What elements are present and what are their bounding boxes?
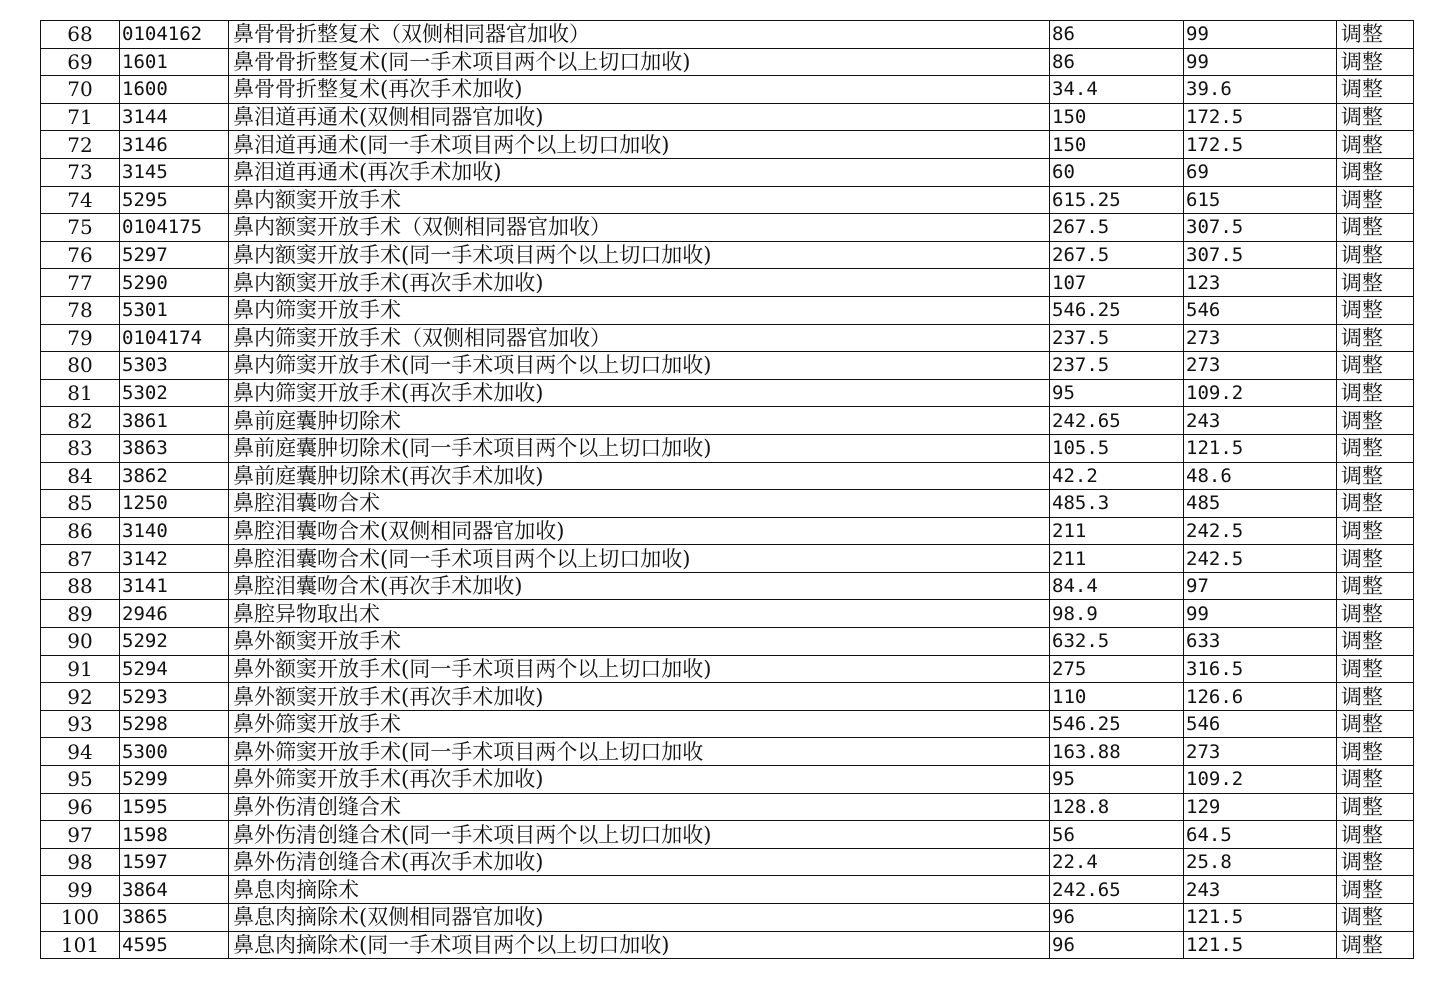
new-price-cell: 242.5 xyxy=(1184,517,1337,545)
item-code-cell: 3861 xyxy=(120,407,229,435)
new-price-cell: 99 xyxy=(1184,21,1337,49)
new-price-cell: 242.5 xyxy=(1184,545,1337,573)
table-row xyxy=(41,848,1414,876)
row-number-cell: 88 xyxy=(41,572,120,600)
item-code-cell: 1601 xyxy=(120,48,229,76)
new-price-cell: 546 xyxy=(1184,710,1337,738)
new-price-cell: 316.5 xyxy=(1184,655,1337,683)
adjustment-note-cell: 调整 xyxy=(1337,655,1414,683)
item-name-cell: 鼻外额窦开放手术 xyxy=(229,628,1050,656)
item-code-cell: 3864 xyxy=(120,876,229,904)
row-number-cell: 98 xyxy=(41,848,120,876)
original-price-cell: 96 xyxy=(1050,931,1184,959)
original-price-cell: 105.5 xyxy=(1050,434,1184,462)
item-name-cell: 鼻内额窦开放手术 xyxy=(229,186,1050,214)
item-name-cell: 鼻外筛窦开放手术 xyxy=(229,710,1050,738)
adjustment-note-cell: 调整 xyxy=(1337,76,1414,104)
row-number-cell: 78 xyxy=(41,296,120,324)
table-row xyxy=(41,434,1414,462)
row-number-cell: 89 xyxy=(41,600,120,628)
table-row xyxy=(41,490,1414,518)
item-code-cell: 3862 xyxy=(120,462,229,490)
item-code-cell: 5302 xyxy=(120,379,229,407)
item-code-cell: 3863 xyxy=(120,434,229,462)
adjustment-note-cell: 调整 xyxy=(1337,407,1414,435)
table-row xyxy=(41,352,1414,380)
adjustment-note-cell: 调整 xyxy=(1337,545,1414,573)
new-price-cell: 273 xyxy=(1184,324,1337,352)
table-row xyxy=(41,407,1414,435)
row-number-cell: 90 xyxy=(41,628,120,656)
item-code-cell: 5303 xyxy=(120,352,229,380)
adjustment-note-cell: 调整 xyxy=(1337,296,1414,324)
row-number-cell: 68 xyxy=(41,21,120,49)
new-price-cell: 69 xyxy=(1184,158,1337,186)
item-name-cell: 鼻泪道再通术(双侧相同器官加收) xyxy=(229,103,1050,131)
item-code-cell: 3865 xyxy=(120,904,229,932)
item-code-cell: 5290 xyxy=(120,269,229,297)
item-code-cell: 5293 xyxy=(120,683,229,711)
original-price-cell: 150 xyxy=(1050,131,1184,159)
original-price-cell: 237.5 xyxy=(1050,352,1184,380)
original-price-cell: 56 xyxy=(1050,821,1184,849)
item-code-cell: 3142 xyxy=(120,545,229,573)
item-code-cell: 3146 xyxy=(120,131,229,159)
new-price-cell: 273 xyxy=(1184,352,1337,380)
new-price-cell: 615 xyxy=(1184,186,1337,214)
adjustment-note-cell: 调整 xyxy=(1337,848,1414,876)
original-price-cell: 98.9 xyxy=(1050,600,1184,628)
new-price-cell: 172.5 xyxy=(1184,131,1337,159)
item-name-cell: 鼻腔泪囊吻合术 xyxy=(229,490,1050,518)
item-name-cell: 鼻外伤清创缝合术 xyxy=(229,793,1050,821)
original-price-cell: 42.2 xyxy=(1050,462,1184,490)
table-row xyxy=(41,76,1414,104)
original-price-cell: 615.25 xyxy=(1050,186,1184,214)
row-number-cell: 84 xyxy=(41,462,120,490)
item-name-cell: 鼻腔泪囊吻合术(双侧相同器官加收) xyxy=(229,517,1050,545)
adjustment-note-cell: 调整 xyxy=(1337,269,1414,297)
table-row xyxy=(41,324,1414,352)
new-price-cell: 97 xyxy=(1184,572,1337,600)
table-row xyxy=(41,214,1414,242)
original-price-cell: 275 xyxy=(1050,655,1184,683)
original-price-cell: 546.25 xyxy=(1050,296,1184,324)
adjustment-note-cell: 调整 xyxy=(1337,434,1414,462)
item-name-cell: 鼻息肉摘除术 xyxy=(229,876,1050,904)
item-code-cell: 3144 xyxy=(120,103,229,131)
item-name-cell: 鼻泪道再通术(再次手术加收) xyxy=(229,158,1050,186)
item-code-cell: 5295 xyxy=(120,186,229,214)
adjustment-note-cell: 调整 xyxy=(1337,572,1414,600)
table-row xyxy=(41,462,1414,490)
row-number-cell: 76 xyxy=(41,241,120,269)
original-price-cell: 86 xyxy=(1050,21,1184,49)
item-code-cell: 0104175 xyxy=(120,214,229,242)
adjustment-note-cell: 调整 xyxy=(1337,710,1414,738)
item-name-cell: 鼻骨骨折整复术（双侧相同器官加收） xyxy=(229,21,1050,49)
new-price-cell: 123 xyxy=(1184,269,1337,297)
new-price-cell: 121.5 xyxy=(1184,904,1337,932)
item-name-cell: 鼻内筛窦开放手术(同一手术项目两个以上切口加收) xyxy=(229,352,1050,380)
item-name-cell: 鼻腔泪囊吻合术(同一手术项目两个以上切口加收) xyxy=(229,545,1050,573)
original-price-cell: 22.4 xyxy=(1050,848,1184,876)
table-body xyxy=(41,21,1414,959)
adjustment-note-cell: 调整 xyxy=(1337,131,1414,159)
new-price-cell: 109.2 xyxy=(1184,379,1337,407)
new-price-cell: 129 xyxy=(1184,793,1337,821)
table-row xyxy=(41,904,1414,932)
item-name-cell: 鼻前庭囊肿切除术(再次手术加收) xyxy=(229,462,1050,490)
row-number-cell: 79 xyxy=(41,324,120,352)
table-row xyxy=(41,296,1414,324)
row-number-cell: 74 xyxy=(41,186,120,214)
adjustment-note-cell: 调整 xyxy=(1337,821,1414,849)
item-name-cell: 鼻外额窦开放手术(再次手术加收) xyxy=(229,683,1050,711)
adjustment-note-cell: 调整 xyxy=(1337,517,1414,545)
original-price-cell: 84.4 xyxy=(1050,572,1184,600)
row-number-cell: 73 xyxy=(41,158,120,186)
item-name-cell: 鼻前庭囊肿切除术(同一手术项目两个以上切口加收) xyxy=(229,434,1050,462)
new-price-cell: 39.6 xyxy=(1184,76,1337,104)
original-price-cell: 237.5 xyxy=(1050,324,1184,352)
new-price-cell: 307.5 xyxy=(1184,241,1337,269)
original-price-cell: 95 xyxy=(1050,379,1184,407)
row-number-cell: 92 xyxy=(41,683,120,711)
table-row xyxy=(41,21,1414,49)
original-price-cell: 150 xyxy=(1050,103,1184,131)
table-row xyxy=(41,572,1414,600)
row-number-cell: 75 xyxy=(41,214,120,242)
row-number-cell: 91 xyxy=(41,655,120,683)
adjustment-note-cell: 调整 xyxy=(1337,158,1414,186)
row-number-cell: 85 xyxy=(41,490,120,518)
row-number-cell: 94 xyxy=(41,738,120,766)
table-row xyxy=(41,241,1414,269)
row-number-cell: 97 xyxy=(41,821,120,849)
adjustment-note-cell: 调整 xyxy=(1337,628,1414,656)
row-number-cell: 93 xyxy=(41,710,120,738)
new-price-cell: 99 xyxy=(1184,48,1337,76)
original-price-cell: 242.65 xyxy=(1050,407,1184,435)
original-price-cell: 242.65 xyxy=(1050,876,1184,904)
adjustment-note-cell: 调整 xyxy=(1337,103,1414,131)
adjustment-note-cell: 调整 xyxy=(1337,904,1414,932)
new-price-cell: 109.2 xyxy=(1184,766,1337,794)
item-code-cell: 1250 xyxy=(120,490,229,518)
item-code-cell: 5299 xyxy=(120,766,229,794)
adjustment-note-cell: 调整 xyxy=(1337,21,1414,49)
item-name-cell: 鼻腔泪囊吻合术(再次手术加收) xyxy=(229,572,1050,600)
item-name-cell: 鼻前庭囊肿切除术 xyxy=(229,407,1050,435)
item-code-cell: 5301 xyxy=(120,296,229,324)
item-name-cell: 鼻内额窦开放手术(同一手术项目两个以上切口加收) xyxy=(229,241,1050,269)
item-name-cell: 鼻内筛窦开放手术 xyxy=(229,296,1050,324)
adjustment-note-cell: 调整 xyxy=(1337,793,1414,821)
item-name-cell: 鼻外伤清创缝合术(再次手术加收) xyxy=(229,848,1050,876)
adjustment-note-cell: 调整 xyxy=(1337,48,1414,76)
row-number-cell: 80 xyxy=(41,352,120,380)
new-price-cell: 121.5 xyxy=(1184,434,1337,462)
item-code-cell: 2946 xyxy=(120,600,229,628)
adjustment-note-cell: 调整 xyxy=(1337,683,1414,711)
adjustment-note-cell: 调整 xyxy=(1337,462,1414,490)
original-price-cell: 485.3 xyxy=(1050,490,1184,518)
adjustment-note-cell: 调整 xyxy=(1337,241,1414,269)
new-price-cell: 64.5 xyxy=(1184,821,1337,849)
original-price-cell: 107 xyxy=(1050,269,1184,297)
row-number-cell: 100 xyxy=(41,904,120,932)
table-row xyxy=(41,738,1414,766)
table-row xyxy=(41,628,1414,656)
table-row xyxy=(41,269,1414,297)
new-price-cell: 126.6 xyxy=(1184,683,1337,711)
item-name-cell: 鼻外筛窦开放手术(再次手术加收) xyxy=(229,766,1050,794)
adjustment-note-cell: 调整 xyxy=(1337,379,1414,407)
row-number-cell: 70 xyxy=(41,76,120,104)
item-name-cell: 鼻骨骨折整复术(同一手术项目两个以上切口加收) xyxy=(229,48,1050,76)
row-number-cell: 72 xyxy=(41,131,120,159)
item-name-cell: 鼻内额窦开放手术(再次手术加收) xyxy=(229,269,1050,297)
table-row xyxy=(41,186,1414,214)
item-name-cell: 鼻泪道再通术(同一手术项目两个以上切口加收) xyxy=(229,131,1050,159)
original-price-cell: 632.5 xyxy=(1050,628,1184,656)
table-row xyxy=(41,131,1414,159)
item-name-cell: 鼻外额窦开放手术(同一手术项目两个以上切口加收) xyxy=(229,655,1050,683)
table-row xyxy=(41,793,1414,821)
table-row xyxy=(41,683,1414,711)
original-price-cell: 86 xyxy=(1050,48,1184,76)
item-code-cell: 1595 xyxy=(120,793,229,821)
adjustment-note-cell: 调整 xyxy=(1337,214,1414,242)
adjustment-note-cell: 调整 xyxy=(1337,876,1414,904)
adjustment-note-cell: 调整 xyxy=(1337,352,1414,380)
adjustment-note-cell: 调整 xyxy=(1337,931,1414,959)
row-number-cell: 99 xyxy=(41,876,120,904)
new-price-cell: 121.5 xyxy=(1184,931,1337,959)
new-price-cell: 99 xyxy=(1184,600,1337,628)
table-row xyxy=(41,517,1414,545)
row-number-cell: 77 xyxy=(41,269,120,297)
table-row xyxy=(41,600,1414,628)
table-row xyxy=(41,545,1414,573)
original-price-cell: 95 xyxy=(1050,766,1184,794)
row-number-cell: 71 xyxy=(41,103,120,131)
new-price-cell: 307.5 xyxy=(1184,214,1337,242)
item-name-cell: 鼻内筛窦开放手术（双侧相同器官加收） xyxy=(229,324,1050,352)
adjustment-note-cell: 调整 xyxy=(1337,600,1414,628)
item-code-cell: 0104174 xyxy=(120,324,229,352)
item-code-cell: 1597 xyxy=(120,848,229,876)
item-name-cell: 鼻骨骨折整复术(再次手术加收) xyxy=(229,76,1050,104)
adjustment-note-cell: 调整 xyxy=(1337,324,1414,352)
table-row xyxy=(41,876,1414,904)
table-row xyxy=(41,821,1414,849)
original-price-cell: 96 xyxy=(1050,904,1184,932)
item-code-cell: 1598 xyxy=(120,821,229,849)
original-price-cell: 60 xyxy=(1050,158,1184,186)
row-number-cell: 87 xyxy=(41,545,120,573)
table-row xyxy=(41,103,1414,131)
item-code-cell: 5297 xyxy=(120,241,229,269)
new-price-cell: 546 xyxy=(1184,296,1337,324)
new-price-cell: 273 xyxy=(1184,738,1337,766)
row-number-cell: 82 xyxy=(41,407,120,435)
item-code-cell: 4595 xyxy=(120,931,229,959)
item-code-cell: 1600 xyxy=(120,76,229,104)
item-code-cell: 3145 xyxy=(120,158,229,186)
item-name-cell: 鼻内筛窦开放手术(再次手术加收) xyxy=(229,379,1050,407)
new-price-cell: 172.5 xyxy=(1184,103,1337,131)
item-name-cell: 鼻息肉摘除术(同一手术项目两个以上切口加收) xyxy=(229,931,1050,959)
item-code-cell: 5292 xyxy=(120,628,229,656)
adjustment-note-cell: 调整 xyxy=(1337,766,1414,794)
adjustment-note-cell: 调整 xyxy=(1337,738,1414,766)
item-code-cell: 3140 xyxy=(120,517,229,545)
table-row xyxy=(41,158,1414,186)
item-name-cell: 鼻息肉摘除术(双侧相同器官加收) xyxy=(229,904,1050,932)
adjustment-note-cell: 调整 xyxy=(1337,186,1414,214)
adjustment-note-cell: 调整 xyxy=(1337,490,1414,518)
table-row xyxy=(41,655,1414,683)
table-row xyxy=(41,766,1414,794)
original-price-cell: 110 xyxy=(1050,683,1184,711)
original-price-cell: 128.8 xyxy=(1050,793,1184,821)
new-price-cell: 243 xyxy=(1184,876,1337,904)
item-code-cell: 0104162 xyxy=(120,21,229,49)
item-name-cell: 鼻内额窦开放手术（双侧相同器官加收） xyxy=(229,214,1050,242)
original-price-cell: 211 xyxy=(1050,517,1184,545)
row-number-cell: 81 xyxy=(41,379,120,407)
original-price-cell: 34.4 xyxy=(1050,76,1184,104)
item-code-cell: 5300 xyxy=(120,738,229,766)
item-name-cell: 鼻腔异物取出术 xyxy=(229,600,1050,628)
original-price-cell: 211 xyxy=(1050,545,1184,573)
new-price-cell: 48.6 xyxy=(1184,462,1337,490)
row-number-cell: 86 xyxy=(41,517,120,545)
row-number-cell: 96 xyxy=(41,793,120,821)
original-price-cell: 546.25 xyxy=(1050,710,1184,738)
item-code-cell: 5298 xyxy=(120,710,229,738)
item-code-cell: 3141 xyxy=(120,572,229,600)
item-name-cell: 鼻外筛窦开放手术(同一手术项目两个以上切口加收 xyxy=(229,738,1050,766)
new-price-cell: 485 xyxy=(1184,490,1337,518)
row-number-cell: 83 xyxy=(41,434,120,462)
item-code-cell: 5294 xyxy=(120,655,229,683)
table-row xyxy=(41,710,1414,738)
new-price-cell: 243 xyxy=(1184,407,1337,435)
table-row xyxy=(41,931,1414,959)
new-price-cell: 633 xyxy=(1184,628,1337,656)
table-row xyxy=(41,48,1414,76)
price-adjustment-table xyxy=(40,20,1414,959)
row-number-cell: 95 xyxy=(41,766,120,794)
original-price-cell: 163.88 xyxy=(1050,738,1184,766)
table-row xyxy=(41,379,1414,407)
item-name-cell: 鼻外伤清创缝合术(同一手术项目两个以上切口加收) xyxy=(229,821,1050,849)
original-price-cell: 267.5 xyxy=(1050,241,1184,269)
new-price-cell: 25.8 xyxy=(1184,848,1337,876)
original-price-cell: 267.5 xyxy=(1050,214,1184,242)
row-number-cell: 101 xyxy=(41,931,120,959)
row-number-cell: 69 xyxy=(41,48,120,76)
